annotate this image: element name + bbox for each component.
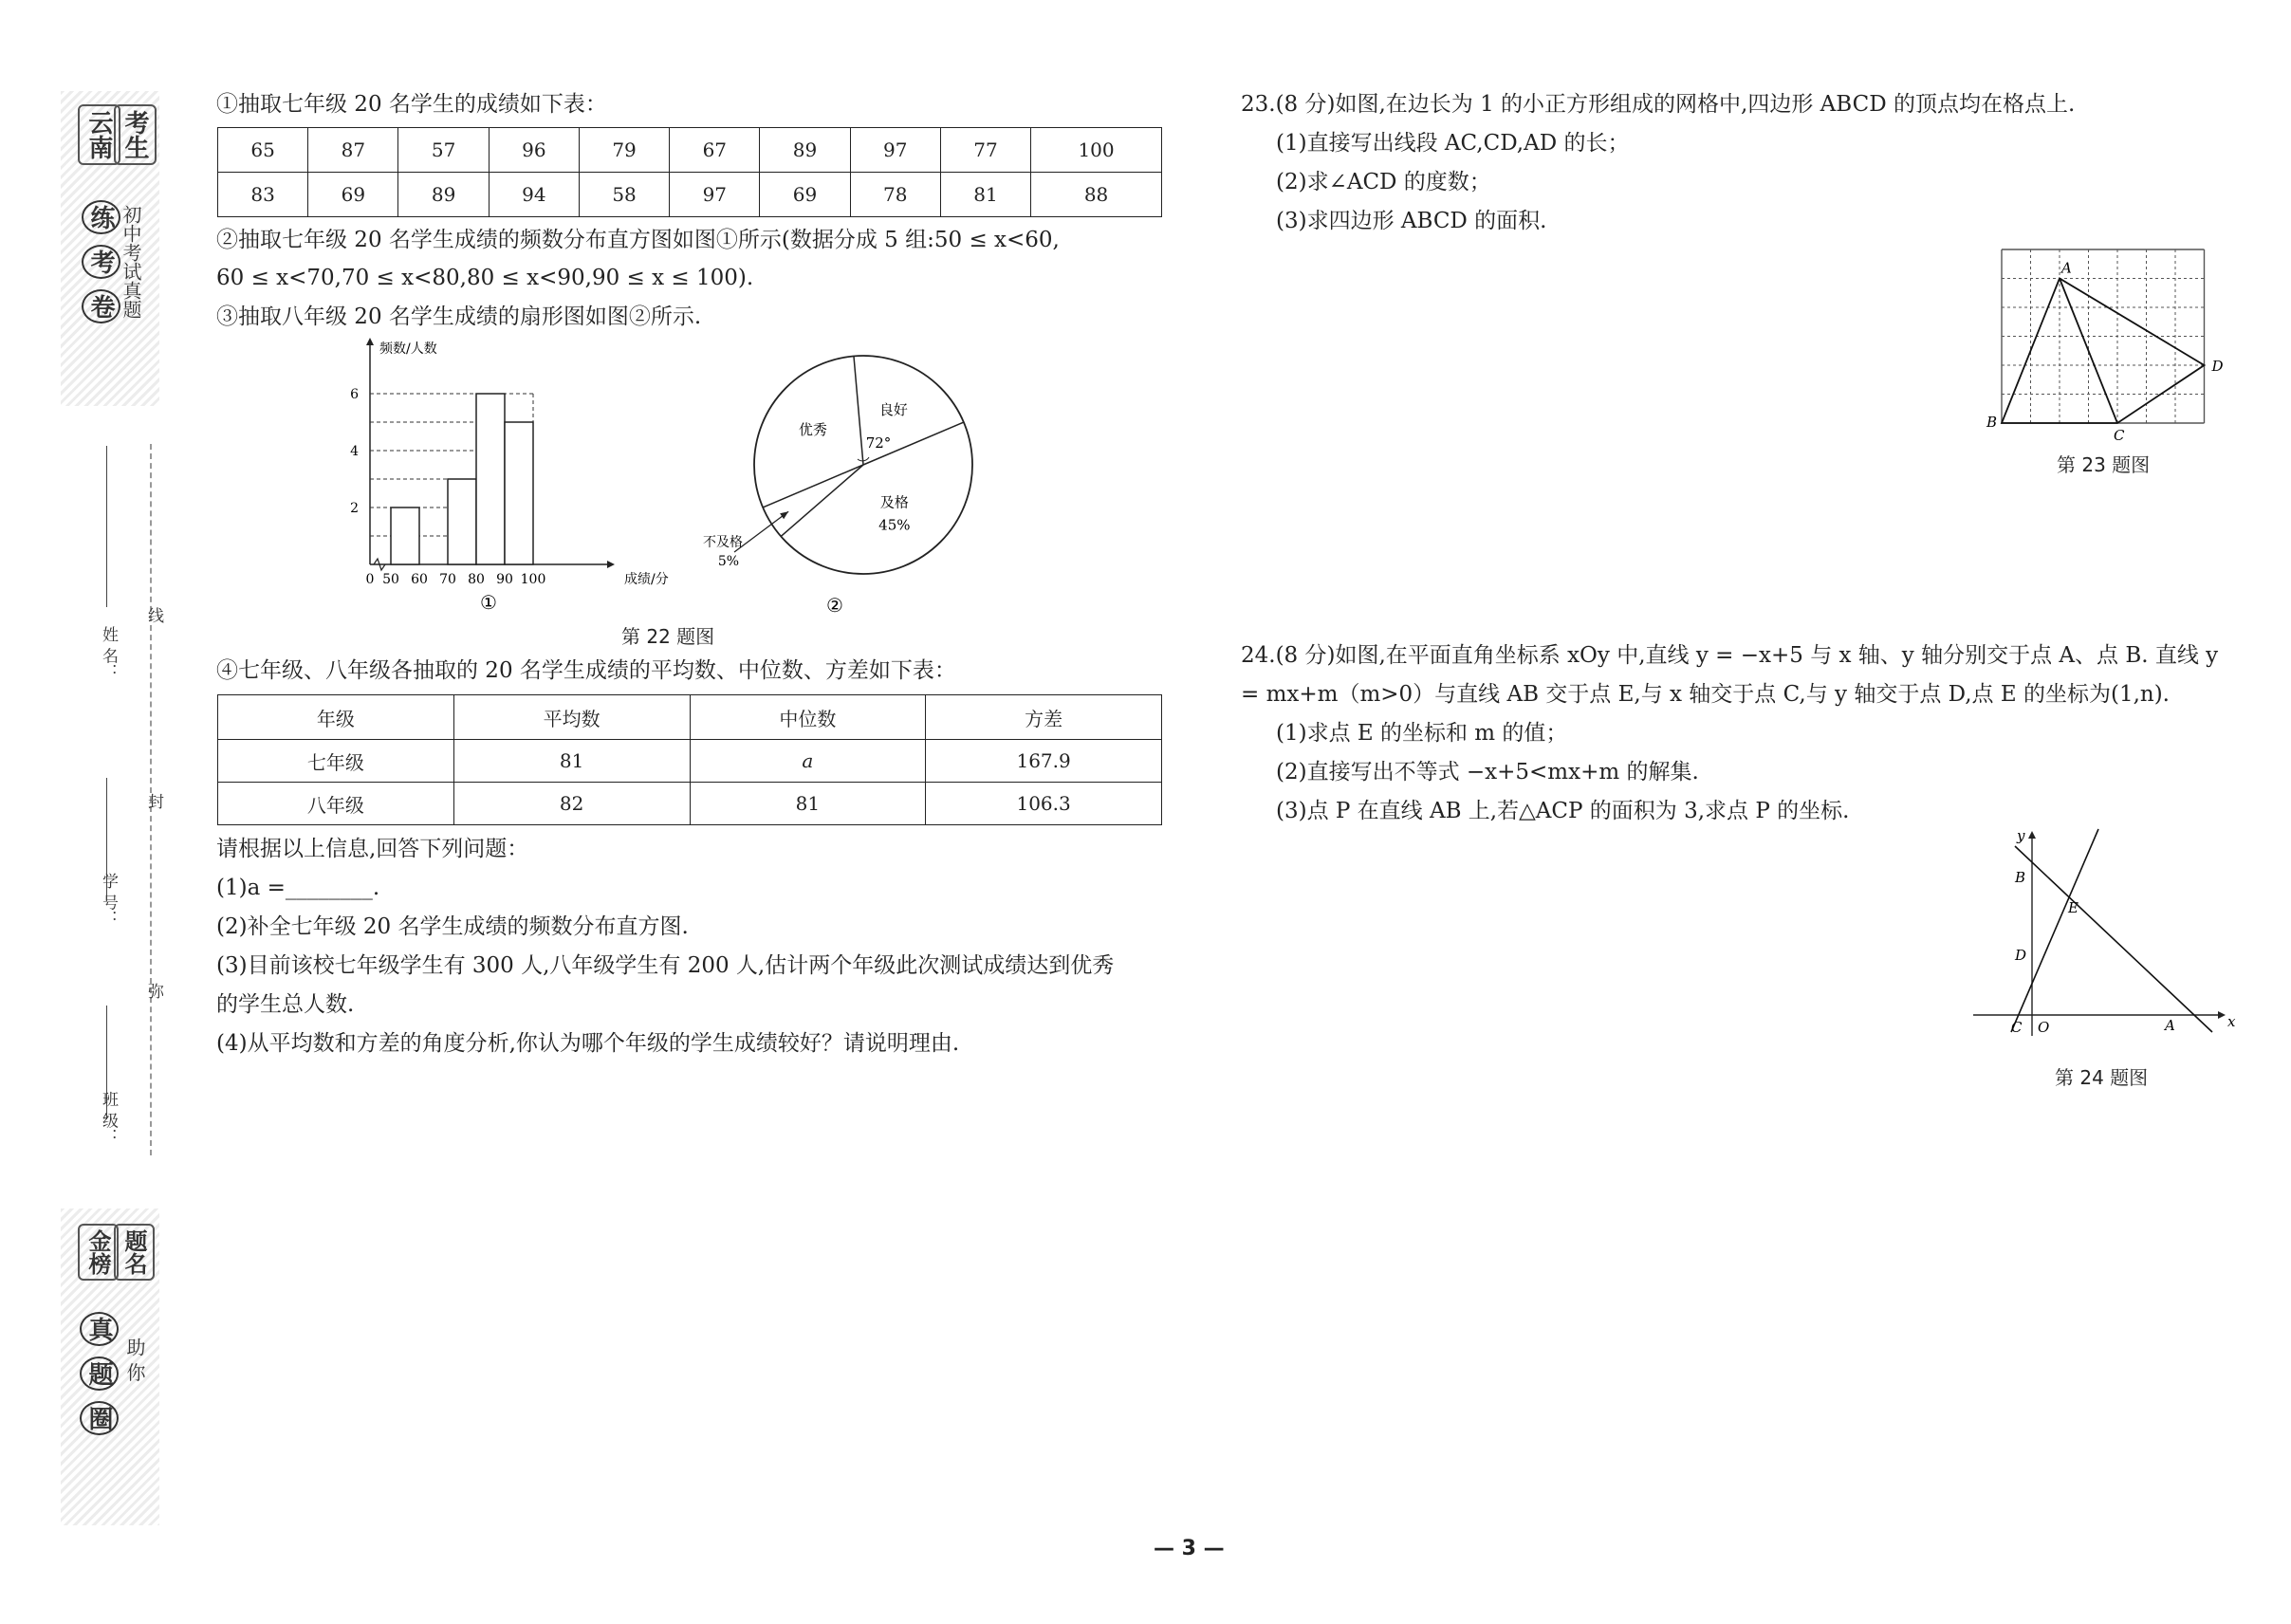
x-tick-label: 100 — [520, 572, 546, 587]
q22-sub4: (4)从平均数和方差的角度分析,你认为哪个年级的学生成绩较好？请说明理由. — [216, 1031, 960, 1056]
table-cell: 167.9 — [926, 740, 1162, 783]
table-header: 中位数 — [690, 695, 926, 740]
table-cell: 96 — [489, 128, 579, 173]
table-cell: 87 — [308, 128, 398, 173]
chart-caption: ② — [826, 594, 843, 617]
table-cell: 77 — [940, 128, 1030, 173]
segment-AC — [2060, 279, 2117, 424]
pie-value-label: 45% — [878, 516, 911, 534]
x-axis-arrow — [2218, 1011, 2226, 1019]
table-row — [218, 695, 1162, 740]
circle-char: 练 — [82, 200, 120, 234]
table-cell: 81 — [690, 783, 926, 825]
table-row — [218, 740, 1162, 783]
point-label: D — [2015, 947, 2027, 964]
table-cell: 79 — [579, 128, 669, 173]
table-cell: 81 — [940, 173, 1030, 217]
page-number: — 3 — — [1154, 1537, 1225, 1560]
circle-char: 圈 — [80, 1401, 119, 1435]
circle-char: 题 — [80, 1356, 119, 1391]
q22-item4: ④七年级、八年级各抽取的 20 名学生成绩的平均数、中位数、方差如下表： — [216, 658, 956, 683]
sidebar-top-circles — [82, 197, 120, 326]
table-cell: 八年级 — [218, 783, 454, 825]
brand-char: 榜 — [84, 1252, 111, 1275]
table-cell: 88 — [1031, 173, 1162, 217]
q23-grid-figure — [1973, 242, 2239, 444]
circle-char: 考 — [82, 245, 120, 279]
point-label: E — [2068, 899, 2079, 916]
sidebar-bottom-brand-2 — [114, 1224, 155, 1281]
point-label: B — [2015, 869, 2026, 886]
pie-label: 优秀 — [798, 421, 827, 439]
histogram-bar — [476, 394, 505, 564]
brand-char: 南 — [84, 135, 113, 159]
brand-char: 云 — [84, 110, 113, 135]
brand-char: 考 — [120, 110, 149, 135]
y-axis-label: 频数/人数 — [379, 341, 437, 357]
x-tick-label: 70 — [439, 572, 456, 587]
sidebar-top-title: 初中考试真题 — [120, 205, 142, 319]
pie-value-label: 72° — [865, 434, 892, 452]
point-label: A — [2061, 259, 2072, 277]
table-row — [218, 173, 1162, 217]
q23-line3: (2)求∠ACD 的度数； — [1276, 170, 1491, 194]
table-row — [218, 128, 1162, 173]
table-header: 平均数 — [453, 695, 690, 740]
chart-caption: ① — [480, 591, 497, 614]
figure-caption: 第 24 题图 — [2055, 1066, 2149, 1089]
point-label: O — [2038, 1019, 2050, 1036]
circle-char: 卷 — [82, 289, 120, 323]
y-tick-label: 6 — [350, 387, 359, 402]
q22-item2-line1: ②抽取七年级 20 名学生成绩的频数分布直方图如图①所示(数据分成 5 组:50 ≤ x<60, — [216, 228, 1060, 252]
pie-chart — [703, 351, 1006, 626]
table-header: 年级 — [218, 695, 454, 740]
name-underline — [106, 446, 107, 607]
table-cell: 106.3 — [926, 783, 1162, 825]
sidebar-bottom-sub: 助 你 — [123, 1338, 146, 1382]
pie-value-label: 5% — [717, 554, 740, 569]
q22-sub3-line2: 的学生总人数. — [216, 992, 355, 1017]
x-tick-label: 50 — [382, 572, 399, 587]
brand-char: 生 — [120, 135, 149, 159]
q22-sub3-line1: (3)目前该校七年级学生有 300 人,八年级学生有 200 人,估计两个年级此次测试成绩达到优秀 — [216, 953, 1115, 978]
q24-line4: (2)直接写出不等式 −x+5<mx+m 的解集. — [1276, 760, 1699, 784]
pie-label: 及格 — [879, 493, 909, 511]
sidebar-bottom-circles — [80, 1309, 119, 1438]
stats-table — [217, 694, 1162, 825]
y-axis-arrow — [2028, 831, 2036, 839]
table-cell: 65 — [218, 128, 308, 173]
q24-line5: (3)点 P 在直线 AB 上,若△ACP 的面积为 3,求点 P 的坐标. — [1276, 799, 1850, 823]
fold-mark-line: 线 — [144, 607, 163, 623]
q23-line1: 23.(8 分)如图,在边长为 1 的小正方形组成的网格中,四边形 ABCD 的顶点均在格点上. — [1241, 92, 2076, 117]
table-cell: 82 — [453, 783, 690, 825]
table-cell: 100 — [1031, 128, 1162, 173]
q24-coordinate-figure — [1964, 825, 2239, 1043]
line-AB — [2015, 846, 2212, 1032]
figure-caption: 第 23 题图 — [2057, 453, 2151, 476]
y-tick-label: 4 — [350, 444, 359, 459]
table-cell: 83 — [218, 173, 308, 217]
histogram-bar — [505, 422, 533, 564]
point-label: B — [1986, 414, 1998, 431]
table-cell: 81 — [453, 740, 690, 783]
sidebar-top-brand-2 — [114, 104, 157, 165]
x-axis-arrow — [607, 561, 615, 568]
fold-mark-mi: 弥 — [144, 983, 163, 999]
q24-line1: 24.(8 分)如图,在平面直角坐标系 xOy 中,直线 y = −x+5 与 x 轴、y 轴分别交于点 A、点 B. 直线 y — [1241, 643, 2219, 668]
x-axis-label: 成绩/分 — [624, 572, 669, 587]
q24-line3: (1)求点 E 的坐标和 m 的值； — [1276, 721, 1568, 746]
q22-item3: ③抽取八年级 20 名学生成绩的扇形图如图②所示. — [216, 304, 702, 329]
q22-sub2: (2)补全七年级 20 名学生成绩的频数分布直方图. — [216, 914, 689, 939]
name-label: 姓 名： — [99, 626, 118, 680]
table-cell: 七年级 — [218, 740, 454, 783]
q22-prompt: 请根据以上信息,回答下列问题： — [216, 837, 529, 861]
point-label: C — [2114, 427, 2125, 444]
q23-line2: (1)直接写出线段 AC,CD,AD 的长； — [1276, 131, 1630, 156]
point-label: D — [2211, 358, 2224, 375]
histogram-chart — [342, 332, 683, 617]
pie-label: 良好 — [878, 400, 908, 418]
histogram-bar — [448, 479, 476, 564]
table-cell: 57 — [398, 128, 489, 173]
table-cell: 97 — [850, 128, 940, 173]
table-cell: 94 — [489, 173, 579, 217]
table-cell: 78 — [850, 173, 940, 217]
y-axis-arrow — [366, 338, 374, 345]
q22-item1: ①抽取七年级 20 名学生的成绩如下表： — [216, 92, 607, 117]
q24-line2: = mx+m（m>0）与直线 AB 交于点 E,与 x 轴交于点 C,与 y 轴交于点 D,点 E 的坐标为(1,n). — [1241, 682, 2170, 707]
brand-char: 题 — [120, 1229, 147, 1252]
q22-sub1: (1)a =________. — [216, 876, 380, 900]
histogram-bar — [391, 508, 419, 564]
table-cell: 67 — [670, 128, 760, 173]
y-axis-label: y — [2017, 827, 2025, 844]
table-cell: 69 — [760, 173, 850, 217]
line-CD — [2011, 829, 2098, 1032]
table-cell: 89 — [398, 173, 489, 217]
x-axis-label: x — [2227, 1013, 2236, 1030]
pie-label: 不及格 — [703, 535, 743, 550]
table-row — [218, 783, 1162, 825]
x-tick-label: 60 — [411, 572, 428, 587]
table-cell: 58 — [579, 173, 669, 217]
point-label: A — [2165, 1017, 2175, 1034]
fold-mark-seal: 封 — [144, 793, 163, 809]
table-cell: 89 — [760, 128, 850, 173]
x-tick-label: 80 — [468, 572, 485, 587]
id-label: 学 号： — [99, 873, 118, 927]
table-cell: 97 — [670, 173, 760, 217]
brand-char: 名 — [120, 1252, 147, 1275]
sidebar-bottom-brand — [78, 1224, 119, 1281]
brand-char: 金 — [84, 1229, 111, 1252]
circle-char: 真 — [80, 1312, 119, 1346]
point-label: C — [2011, 1019, 2023, 1036]
table-header: 方差 — [926, 695, 1162, 740]
table-cell: 69 — [308, 173, 398, 217]
x-tick-label: 90 — [496, 572, 513, 587]
figure-caption: 第 22 题图 — [621, 625, 715, 648]
x-tick-label: 0 — [365, 572, 375, 587]
q23-line4: (3)求四边形 ABCD 的面积. — [1276, 209, 1547, 233]
class-label: 班 级： — [99, 1091, 118, 1145]
scores-table — [217, 127, 1162, 217]
table-cell: a — [690, 740, 926, 783]
y-tick-label: 2 — [350, 501, 359, 516]
q22-item2-line2: 60 ≤ x<70,70 ≤ x<80,80 ≤ x<90,90 ≤ x ≤ 100). — [216, 266, 754, 290]
quadrilateral-ABCD — [2002, 279, 2205, 424]
